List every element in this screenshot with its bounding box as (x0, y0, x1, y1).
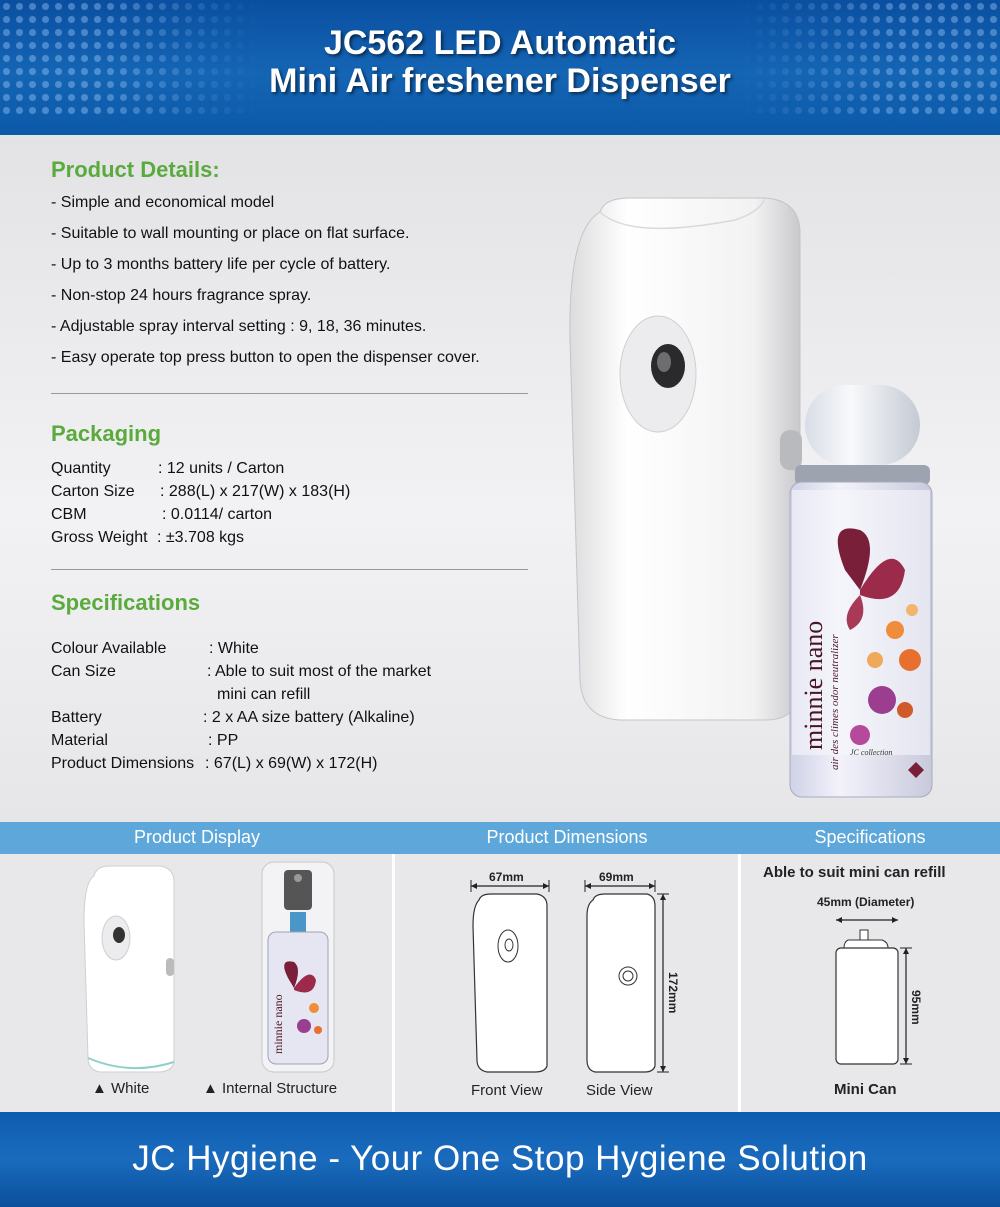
product-details-heading: Product Details: (51, 157, 220, 182)
front-view-outline (473, 894, 547, 1072)
product-dimensions-label: Product Dimensions (486, 827, 648, 847)
spec-key: Can Size (51, 663, 116, 680)
dispenser-body (570, 198, 800, 720)
section-divider (51, 569, 528, 570)
packaging-value: : 12 units / Carton (158, 460, 285, 477)
flower-graphic (886, 621, 904, 639)
side-view-outline (587, 894, 655, 1072)
can-subtitle-text: air des climes odor neutralizer (829, 634, 841, 770)
spec-value: : Able to suit most of the market (207, 663, 432, 680)
spec-panel-title: Able to suit mini can refill (763, 864, 946, 881)
dimension-drawings (465, 866, 695, 1080)
dispenser-product-image (560, 190, 940, 810)
footer-slogan: JC Hygiene - Your One Stop Hygiene Solution (132, 1139, 868, 1178)
page-title (0, 24, 1000, 100)
can-diameter-label: 45mm (Diameter) (817, 895, 915, 909)
list-item: - Non-stop 24 hours fragrance spray. (51, 287, 312, 304)
packaging-key: Quantity (51, 460, 111, 477)
page-title-line2: Mini Air freshener Dispenser (269, 62, 731, 100)
list-item: - Up to 3 months battery life per cycle of battery. (51, 256, 391, 273)
spec-key: Battery (51, 709, 102, 726)
front-view-caption: Front View (471, 1082, 543, 1099)
section-band (0, 822, 1000, 854)
packaging-value: : 0.0114/ carton (162, 506, 272, 523)
list-item: - Adjustable spray interval setting : 9, 18, 36 minutes. (51, 318, 427, 335)
packaging-key: Carton Size (51, 483, 135, 500)
height-label: 172mm (666, 972, 680, 1014)
white-dispenser-image (80, 862, 180, 1074)
internal-structure-image (258, 858, 338, 1076)
spec-value: : 67(L) x 69(W) x 172(H) (205, 755, 378, 772)
packaging-key: Gross Weight (51, 529, 148, 546)
can-brand-text: minnie nano (799, 620, 828, 750)
spec-value: : White (209, 640, 259, 657)
specifications-heading: Specifications (51, 590, 201, 615)
packaging-heading: Packaging (51, 421, 162, 446)
front-width-label: 67mm (489, 870, 524, 884)
footer-banner (0, 1112, 1000, 1207)
spec-value: : PP (208, 732, 239, 749)
page-title-line1: JC562 LED Automatic (323, 24, 677, 62)
header-banner (0, 0, 1000, 135)
list-item: - Easy operate top press button to open the dispenser cover. (51, 349, 480, 366)
internal-can-brand-text: minnie nano (271, 994, 285, 1054)
packaging-value: : 288(L) x 217(W) x 183(H) (160, 483, 351, 500)
can-height-label: 95mm (909, 990, 923, 1025)
product-display-label: Product Display (133, 827, 261, 847)
product-details-list (51, 193, 480, 379)
spec-key: Material (51, 732, 108, 749)
spec-key: Colour Available (51, 640, 167, 657)
packaging-value: : ±3.708 kgs (157, 529, 245, 546)
side-view-caption: Side View (586, 1082, 653, 1099)
can-outline (836, 948, 898, 1064)
panel-divider (392, 854, 395, 1112)
mini-can-caption: Mini Can (834, 1081, 897, 1098)
side-button (780, 430, 802, 470)
specifications-label: Specifications (814, 827, 926, 847)
spec-value: mini can refill (217, 686, 311, 703)
can-maker-text: JC collection (850, 748, 893, 757)
packaging-key: CBM (51, 506, 87, 523)
internal-structure-caption: ▲ Internal Structure (203, 1080, 338, 1097)
side-width-label: 69mm (599, 870, 634, 884)
white-caption: ▲ White (92, 1080, 150, 1097)
list-item: - Suitable to wall mounting or place on flat surface. (51, 225, 410, 242)
spec-value: : 2 x AA size battery (Alkaline) (203, 709, 415, 726)
panel-divider (738, 854, 741, 1112)
section-divider (51, 393, 528, 394)
list-item: - Simple and economical model (51, 194, 275, 211)
spec-key: Product Dimensions (51, 755, 195, 772)
can-cap (805, 385, 920, 465)
